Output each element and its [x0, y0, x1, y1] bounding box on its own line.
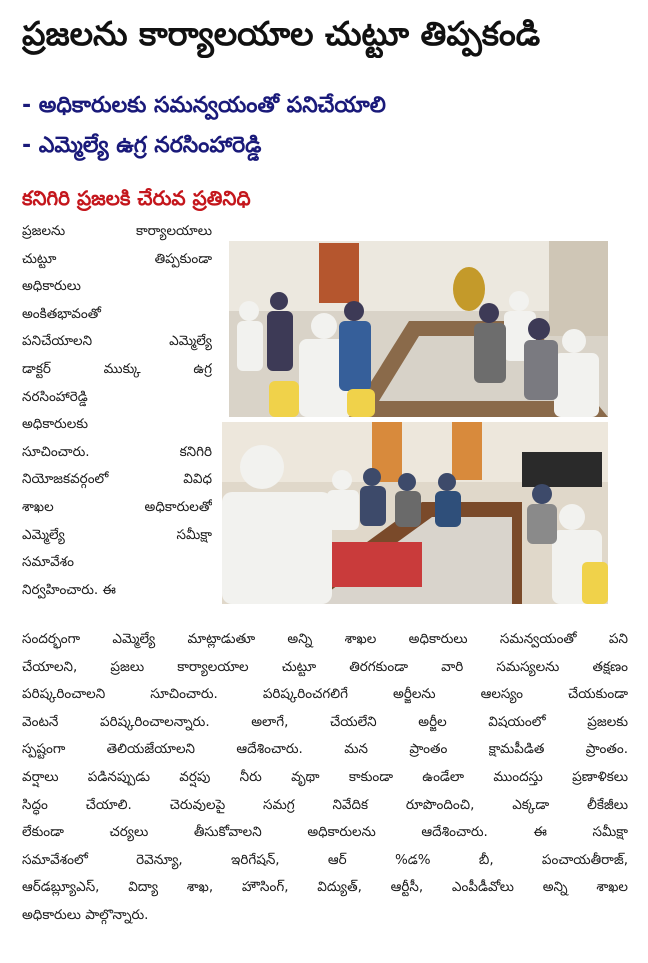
subheading-2: - ఎమ్మెల్యే ఉగ్ర నరసింహారెడ్డి [22, 133, 262, 158]
text-line: నిర్వహించారు. ఈ [22, 581, 116, 598]
subheading-1: - అధికారులకు సమన్వయంతో పనిచేయాలి [22, 93, 386, 118]
text-line: చేయాలని, ప్రజలు కార్యాలయాల చుట్టూ తిరగకుండా వారి సమస్యలను తక్షణం [22, 658, 628, 675]
text-line: సూచించారు. కనిగిరి [22, 443, 212, 460]
review-meeting-photo-2 [222, 422, 608, 604]
dateline: కనిగిరి ప్రజలకి చేరువ ప్రతినిధి [22, 186, 251, 210]
meeting-photo-icon [222, 422, 608, 604]
meeting-photo-icon [229, 241, 608, 417]
text-line: ఎమ్మెల్యే సమీక్షా [22, 526, 212, 543]
text-line: పరిష్కరించాలని సూచించారు. పరిష్కరించగలిగే అర్జీలను ఆలస్యం చేయకుండా [22, 686, 628, 703]
text-line: ఆర్‌డబ్ల్యూఎస్, విద్యా శాఖ, హౌసింగ్, విద్యుత్, ఆర్టీసీ, ఎంపీడీవోలు అన్ని శాఖల [22, 879, 628, 896]
text-line: సమావేశం [22, 554, 74, 571]
text-line: శాఖల అధికారులతో [22, 498, 212, 515]
text-line: నియోజకవర్గంలో వివిధ [22, 471, 212, 488]
text-line: చుట్టూ తిప్పకుండా [22, 250, 212, 267]
left-column-text [22, 218, 212, 604]
text-line: పనిచేయాలని ఎమ్మెల్యే [22, 333, 212, 350]
text-line: అధికారులు పాల్గొన్నారు. [22, 906, 149, 923]
review-meeting-photo-1 [229, 241, 608, 417]
text-line: ప్రజలను కార్యాలయాలు [22, 223, 212, 239]
text-line: అధికారులు [22, 278, 81, 295]
text-line: వెంటనే పరిష్కరించాలన్నారు. అలాగే, చేయలేని అర్జీల విషయంలో ప్రజలకు [22, 713, 628, 730]
text-line: సమావేశంలో రెవెన్యూ, ఇరిగేషన్, ఆర్ %డ% బీ, పంచాయతీరాజ్, [22, 851, 628, 868]
text-line: సందర్భంగా ఎమ్మెల్యే మాట్లాడుతూ అన్ని శాఖల అధికారులు సమన్వయంతో పని [22, 631, 628, 647]
text-line: నరసింహారెడ్డి [22, 388, 88, 405]
text-line: వర్షాలు పడినప్పుడు వర్షపు నీరు వృథా కాకుండా ఉండేలా ముందస్తు ప్రణాళికలు [22, 768, 628, 785]
text-line: లేకుండా చర్యలు తీసుకోవాలని అధికారులను ఆదేశించారు. ఈ సమీక్షా [22, 824, 628, 841]
text-line: సిద్ధం చేయాలి. చెరువులపై సమగ్ర నివేదిక రూపొందించి, ఎక్కడా లీకేజీలు [22, 796, 628, 813]
text-line: అధికారులకు [22, 416, 89, 433]
text-line: డాక్టర్ ముక్కు ఉగ్ర [22, 360, 212, 377]
article-body [22, 626, 628, 930]
text-line: అంకితభావంతో [22, 305, 101, 322]
text-line: స్పష్టంగా తెలియజేయాలని ఆదేశించారు. మన ప్రాంతం క్షామపీడిత ప్రాంతం. [22, 741, 628, 758]
headline: ప్రజలను కార్యాలయాల చుట్టూ తిప్పకండి [22, 14, 541, 53]
